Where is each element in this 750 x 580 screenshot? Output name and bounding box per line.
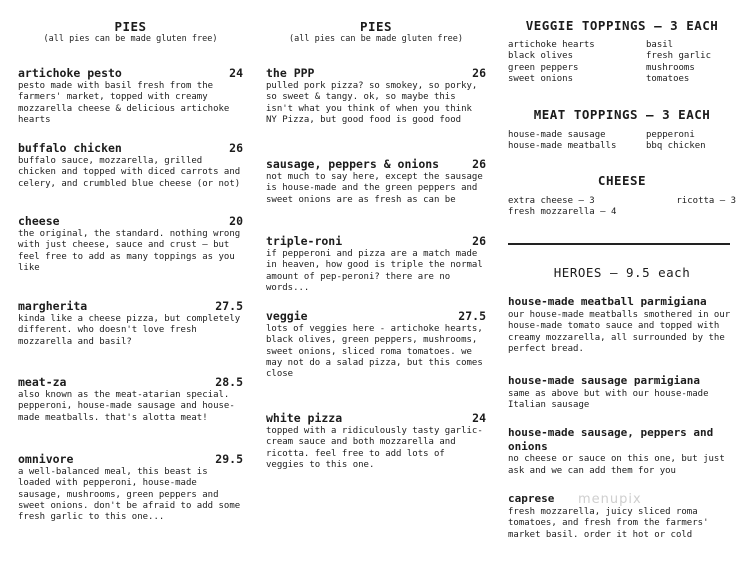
heroes-title: HEROES — 9.5 each — [553, 265, 691, 280]
menu-item — [266, 411, 486, 471]
gluten-free-note: (all pies can be made gluten free) — [289, 34, 463, 44]
item-name: artichoke pesto — [18, 66, 122, 80]
item-description: not much to say here, except the sausage is house-made and the green peppers and sweet onions are as fresh as can be — [266, 172, 483, 205]
item-name: triple-roni — [266, 234, 343, 248]
hero-description: no cheese or sauce on this one, but just ask and we can add them for you — [508, 454, 725, 476]
topping: sweet onions — [508, 73, 574, 84]
topping: basil — [646, 40, 674, 50]
item-price: 27.5 — [215, 299, 243, 313]
item-description: also known as the meat-atarian special. pepperoni, house-made sausage and house-made meatballs. that's alotta meat! — [18, 390, 235, 423]
menu-item — [18, 299, 243, 348]
hero-name: house-made sausage parmigiana — [508, 374, 701, 387]
item-price: 28.5 — [215, 375, 243, 389]
heroes-section — [508, 266, 736, 280]
menu-item — [18, 141, 243, 190]
item-name: veggie — [266, 309, 308, 323]
cheese-title: CHEESE — [597, 173, 647, 188]
topping-list — [508, 40, 646, 85]
hero-description: our house-made meatballs smothered in our house-made tomato sauce and topped with creamy mozzarella, all surrounded by the perfect bread. — [508, 309, 731, 354]
cheese-option: extra cheese — 3 — [508, 196, 595, 206]
hero-description: fresh mozzarella, juicy sliced roma tomatoes, and fresh from the farmers' market basil. order it hot or cold — [508, 506, 709, 540]
hero-name: house-made meatball parmigiana — [508, 295, 707, 308]
pies-title: PIES — [114, 19, 147, 34]
item-description: pulled pork pizza? so smokey, so porky, so sweet & tangy. ok, so maybe this isn't what you think of when you think NY Pizza, but good food is good food — [266, 81, 478, 125]
meat-toppings-title: MEAT TOPPINGS — 3 EACH — [533, 107, 711, 122]
topping: green peppers — [508, 62, 579, 73]
topping: fresh garlic — [646, 51, 712, 62]
item-description: the original, the standard. nothing wrong with just cheese, sauce and crust — but feel free to add as many toppings as you like — [18, 229, 241, 273]
pies-title: PIES — [359, 19, 393, 34]
topping: pepperoni — [646, 130, 695, 140]
menu-item — [18, 375, 243, 424]
item-description: if pepperoni and pizza are a match made in heaven, how good is triple the normal amount of pep-peroni? there are no words... — [266, 249, 483, 293]
veggie-toppings-section — [508, 19, 736, 85]
topping: house-made sausage — [508, 130, 606, 140]
item-price: 26 — [472, 157, 486, 171]
topping: mushrooms — [646, 62, 695, 73]
item-name: meat-za — [18, 375, 67, 389]
item-price: 20 — [229, 214, 243, 228]
topping: black olives — [508, 51, 574, 62]
cheese-option: fresh mozzarella — 4 — [508, 207, 617, 218]
gluten-free-note: (all pies can be made gluten free) — [43, 34, 218, 44]
item-name: cheese — [18, 214, 60, 228]
cheese-section — [508, 174, 736, 219]
item-name: margherita — [18, 299, 88, 313]
menu-item — [266, 309, 486, 380]
item-price: 29.5 — [215, 452, 243, 466]
cheese-option: ricotta — 3 — [676, 196, 736, 206]
section-divider — [508, 243, 730, 245]
item-description: topped with a ridiculously tasty garlic-cream sauce and both mozzarella and ricotta. feel free to add lots of veggies to this one. — [266, 426, 483, 470]
menu-item — [266, 234, 486, 294]
item-price: 26 — [472, 66, 486, 80]
item-name: sausage, peppers & onions — [266, 157, 440, 171]
topping: house-made meatballs — [508, 141, 617, 152]
topping: artichoke hearts — [508, 40, 595, 50]
item-name: white pizza — [266, 411, 343, 425]
topping-list — [646, 130, 736, 153]
menu-item — [18, 66, 243, 126]
hero-name: house-made sausage, peppers and onions — [508, 426, 714, 453]
item-description: a well-balanced meal, this beast is loaded with pepperoni, house-made sausage, mushrooms, green peppers and sweet onions. don't be afraid to add some fresh garlic to this one... — [18, 467, 241, 523]
item-price: 26 — [472, 234, 486, 248]
item-description: lots of veggies here - artichoke hearts, black olives, green peppers, mushrooms, sweet onions, sliced roma tomatoes. we may not do a salad pizza, but this comes close — [266, 324, 483, 380]
hero-item — [508, 374, 736, 412]
menu-item — [266, 66, 486, 126]
hero-description: same as above but with our house-made Italian sausage — [508, 388, 709, 410]
topping: bbq chicken — [646, 141, 706, 152]
item-price: 24 — [472, 411, 486, 425]
item-price: 24 — [229, 66, 243, 80]
topping: tomatoes — [646, 73, 690, 84]
veggie-toppings-title: VEGGIE TOPPINGS — 3 EACH — [525, 18, 719, 33]
item-description: pesto made with basil fresh from the farmers' market, topped with creamy mozzarella cheese & delicious artichoke hearts — [18, 81, 230, 125]
hero-item — [508, 295, 736, 356]
menu-item — [18, 452, 243, 523]
item-description: kinda like a cheese pizza, but completely different. who doesn't love fresh mozzarella and basil? — [18, 314, 241, 347]
hero-item — [508, 426, 736, 477]
meat-toppings-section — [508, 108, 736, 153]
topping-list — [508, 130, 646, 153]
menu-item — [266, 157, 486, 206]
item-name: omnivore — [18, 452, 74, 466]
menu-item — [18, 214, 243, 274]
item-description: buffalo sauce, mozzarella, grilled chicken and topped with diced carrots and celery, and crumbled blue cheese (or not) — [18, 156, 241, 189]
item-name: the PPP — [266, 66, 315, 80]
topping-list — [646, 40, 736, 85]
watermark: menupix — [578, 492, 642, 507]
item-name: buffalo chicken — [18, 141, 122, 155]
item-price: 26 — [229, 141, 243, 155]
item-price: 27.5 — [458, 309, 486, 323]
hero-name: caprese — [508, 492, 555, 505]
